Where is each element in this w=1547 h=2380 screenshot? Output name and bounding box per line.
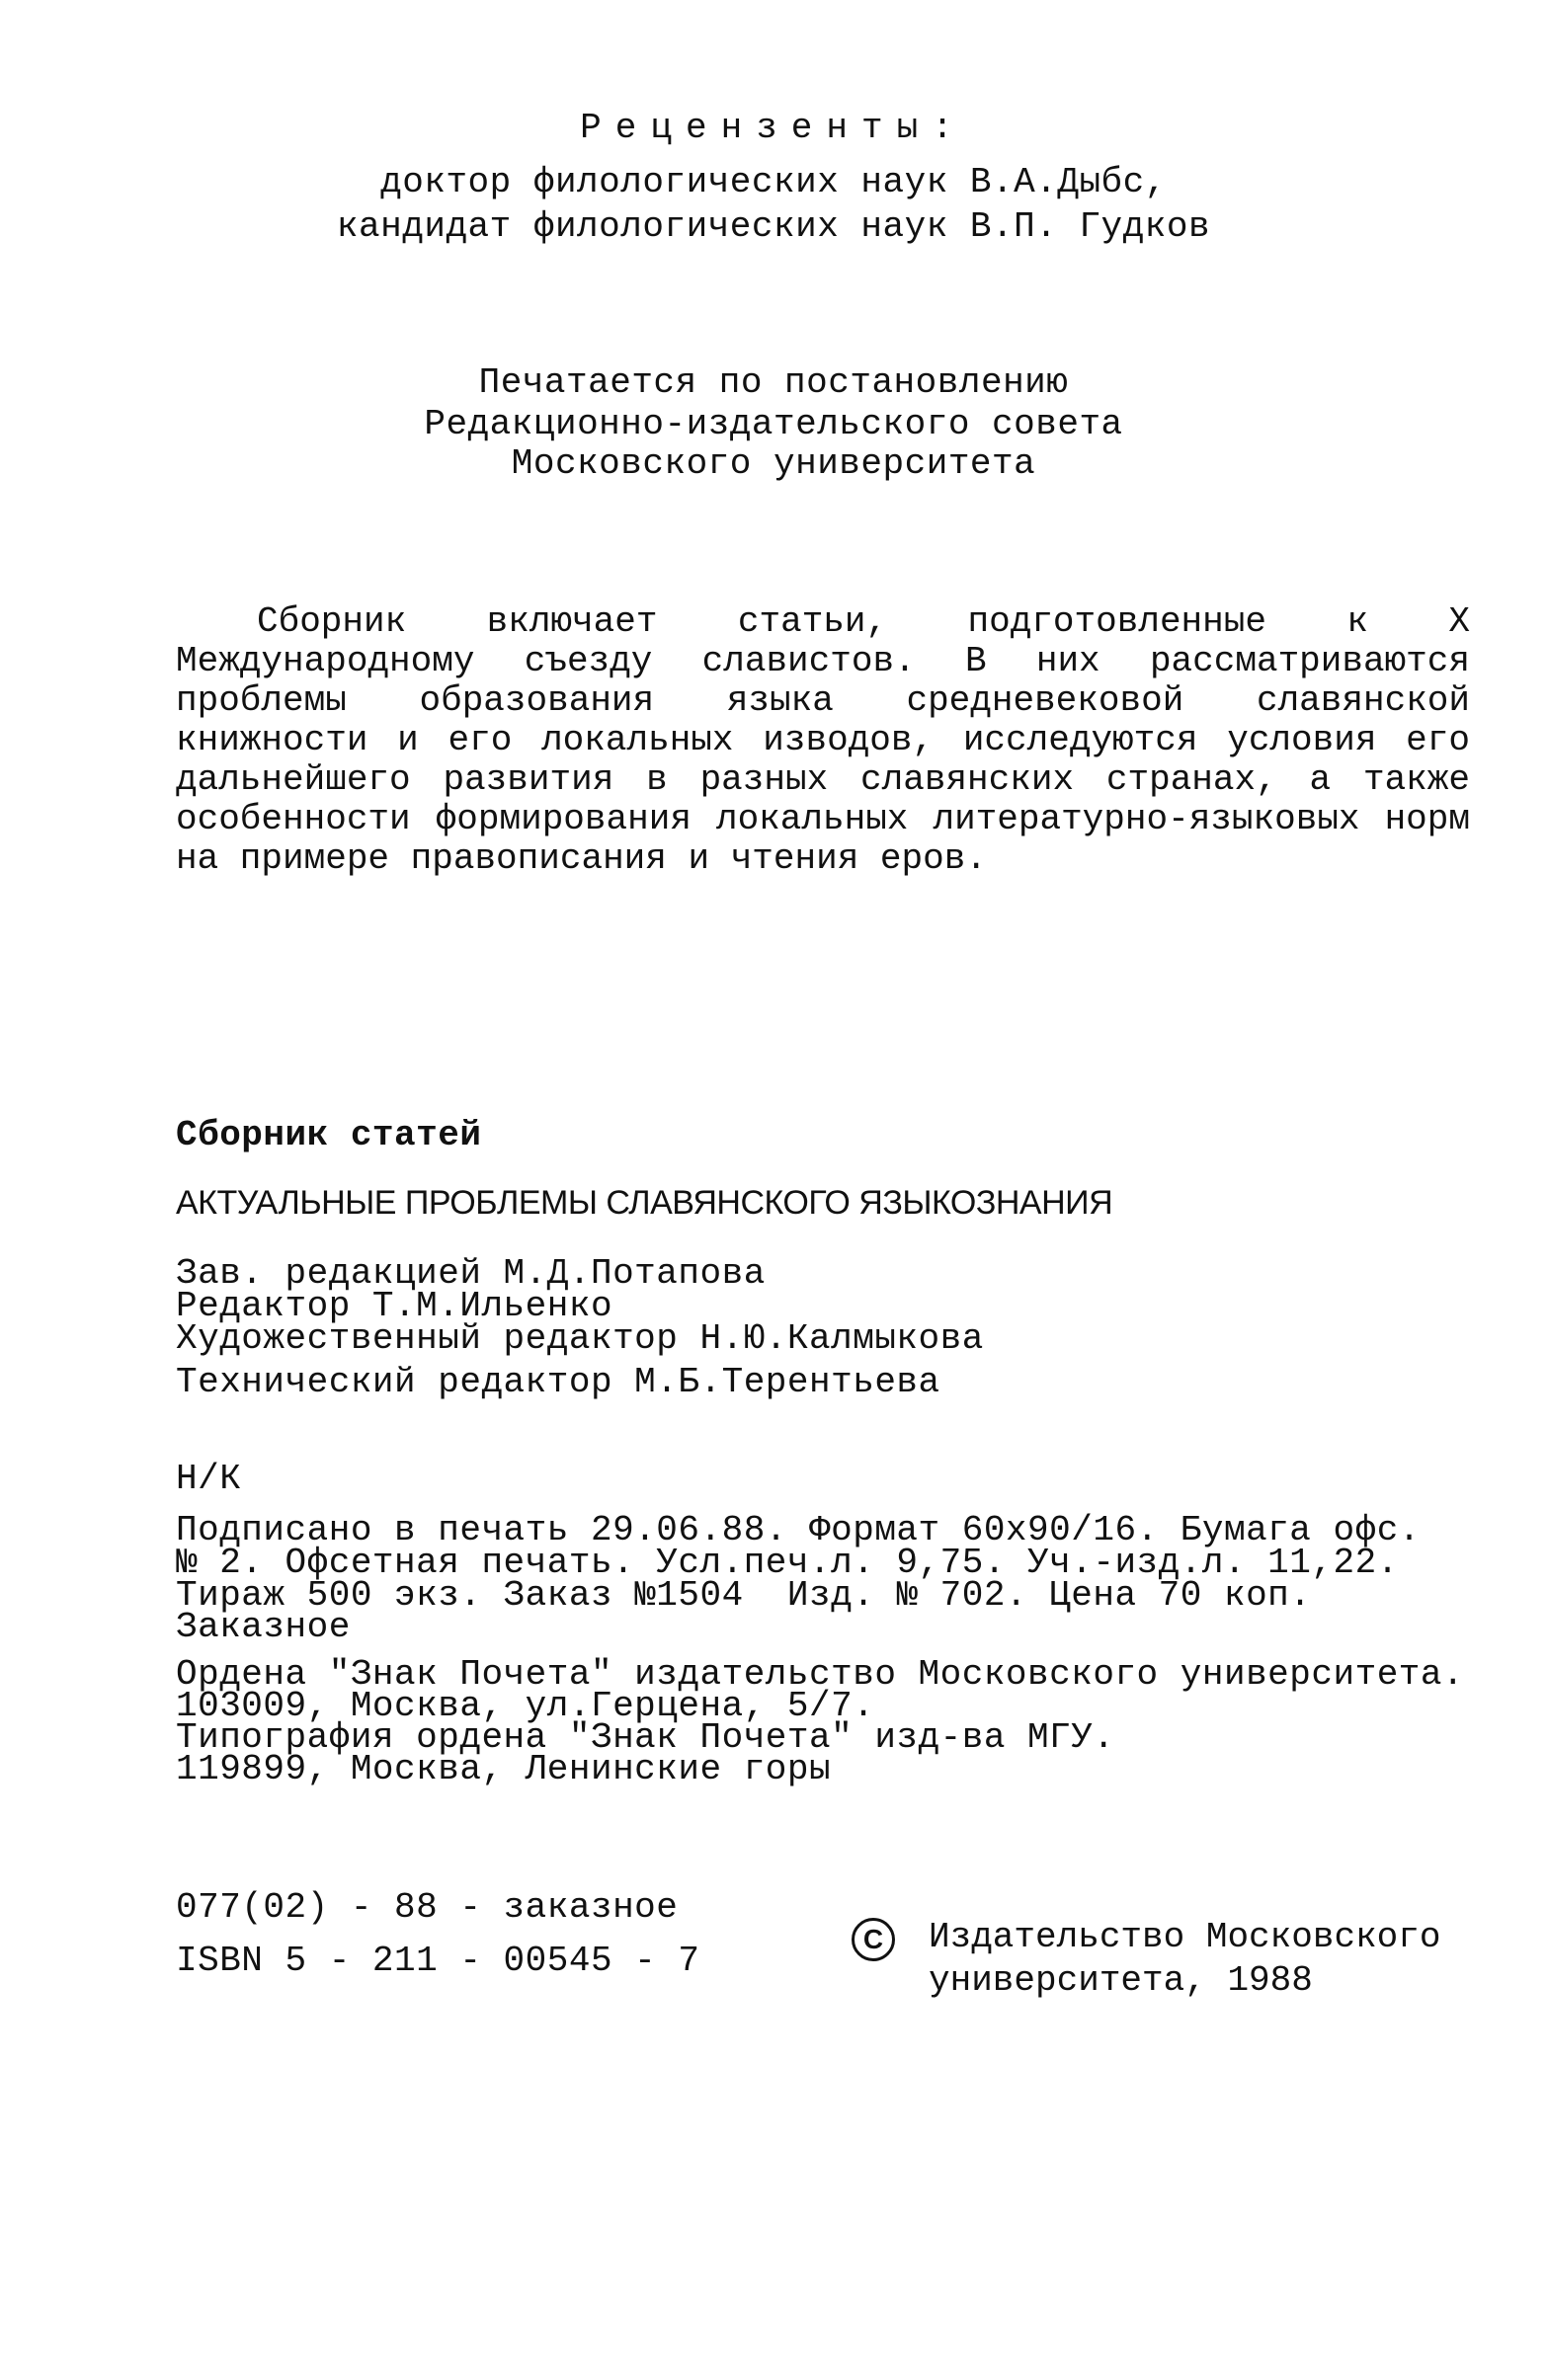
publication-note-line-3: Московского университета — [511, 443, 1036, 484]
publisher-line-1: Ордена "Знак Почета" издательство Московского университета. — [176, 1654, 1465, 1695]
publisher-line-3: Типография ордена "Знак Почета" изд-ва МГУ. — [176, 1717, 1115, 1758]
reviewers-heading: Рецензенты: — [580, 108, 967, 148]
publication-note-line-1: Печатается по постановлению — [478, 362, 1069, 403]
reviewer-line-2: кандидат филологических наук В.П. Гудков — [336, 206, 1211, 247]
collection-label: Сборник статей — [176, 1115, 482, 1155]
imprint-line-4: Заказное — [176, 1607, 351, 1647]
isbn: ISBN 5 - 211 - 00545 - 7 — [176, 1941, 700, 1981]
publisher-line-4: 119899, Москва, Ленинские горы — [176, 1749, 832, 1789]
classification-code: 077(02) - 88 - заказное — [176, 1887, 679, 1928]
abstract-paragraph: Сборник включает статьи, подготовленные к X Международному съезду славистов. В них рассматриваются проблемы образования языка средневековой славянской книжности и его локальных изводов, исследуются условия его дальнейшего развития в разных славянских странах, а также особенности формирования локальных литературно-языковых норм на примере правописания и чтения еров. — [176, 601, 1470, 879]
credit-head-editor: Зав. редакцией М.Д.Потапова — [176, 1253, 766, 1294]
imprint-line-3: Тираж 500 экз. Заказ №1504 Изд. № 702. Цена 70 коп. — [176, 1575, 1312, 1616]
imprint-code: Н/К — [176, 1459, 242, 1499]
publisher-line-2: 103009, Москва, ул.Герцена, 5/7. — [176, 1686, 875, 1726]
credit-art-editor: Художественный редактор Н.Ю.Калмыкова — [176, 1318, 984, 1359]
credit-editor: Редактор Т.М.Ильенко — [176, 1286, 613, 1326]
reviewer-line-1: доктор филологических наук В.А.Дыбс, — [380, 162, 1167, 202]
copyright-line-1: Издательство Московского — [929, 1917, 1441, 1957]
imprint-line-1: Подписано в печать 29.06.88. Формат 60х90/16. Бумага офс. — [176, 1510, 1421, 1550]
collection-title: АКТУАЛЬНЫЕ ПРОБЛЕМЫ СЛАВЯНСКОГО ЯЗЫКОЗНАНИЯ — [176, 1184, 1113, 1222]
copyright-icon: С — [852, 1918, 895, 1961]
credit-tech-editor: Технический редактор М.Б.Терентьева — [176, 1362, 940, 1402]
imprint-line-2: № 2. Офсетная печать. Усл.печ.л. 9,75. Уч.-изд.л. 11,22. — [176, 1543, 1399, 1583]
publication-note-line-2: Редакционно-издательского совета — [424, 404, 1123, 444]
copyright-line-2: университета, 1988 — [929, 1960, 1313, 2001]
